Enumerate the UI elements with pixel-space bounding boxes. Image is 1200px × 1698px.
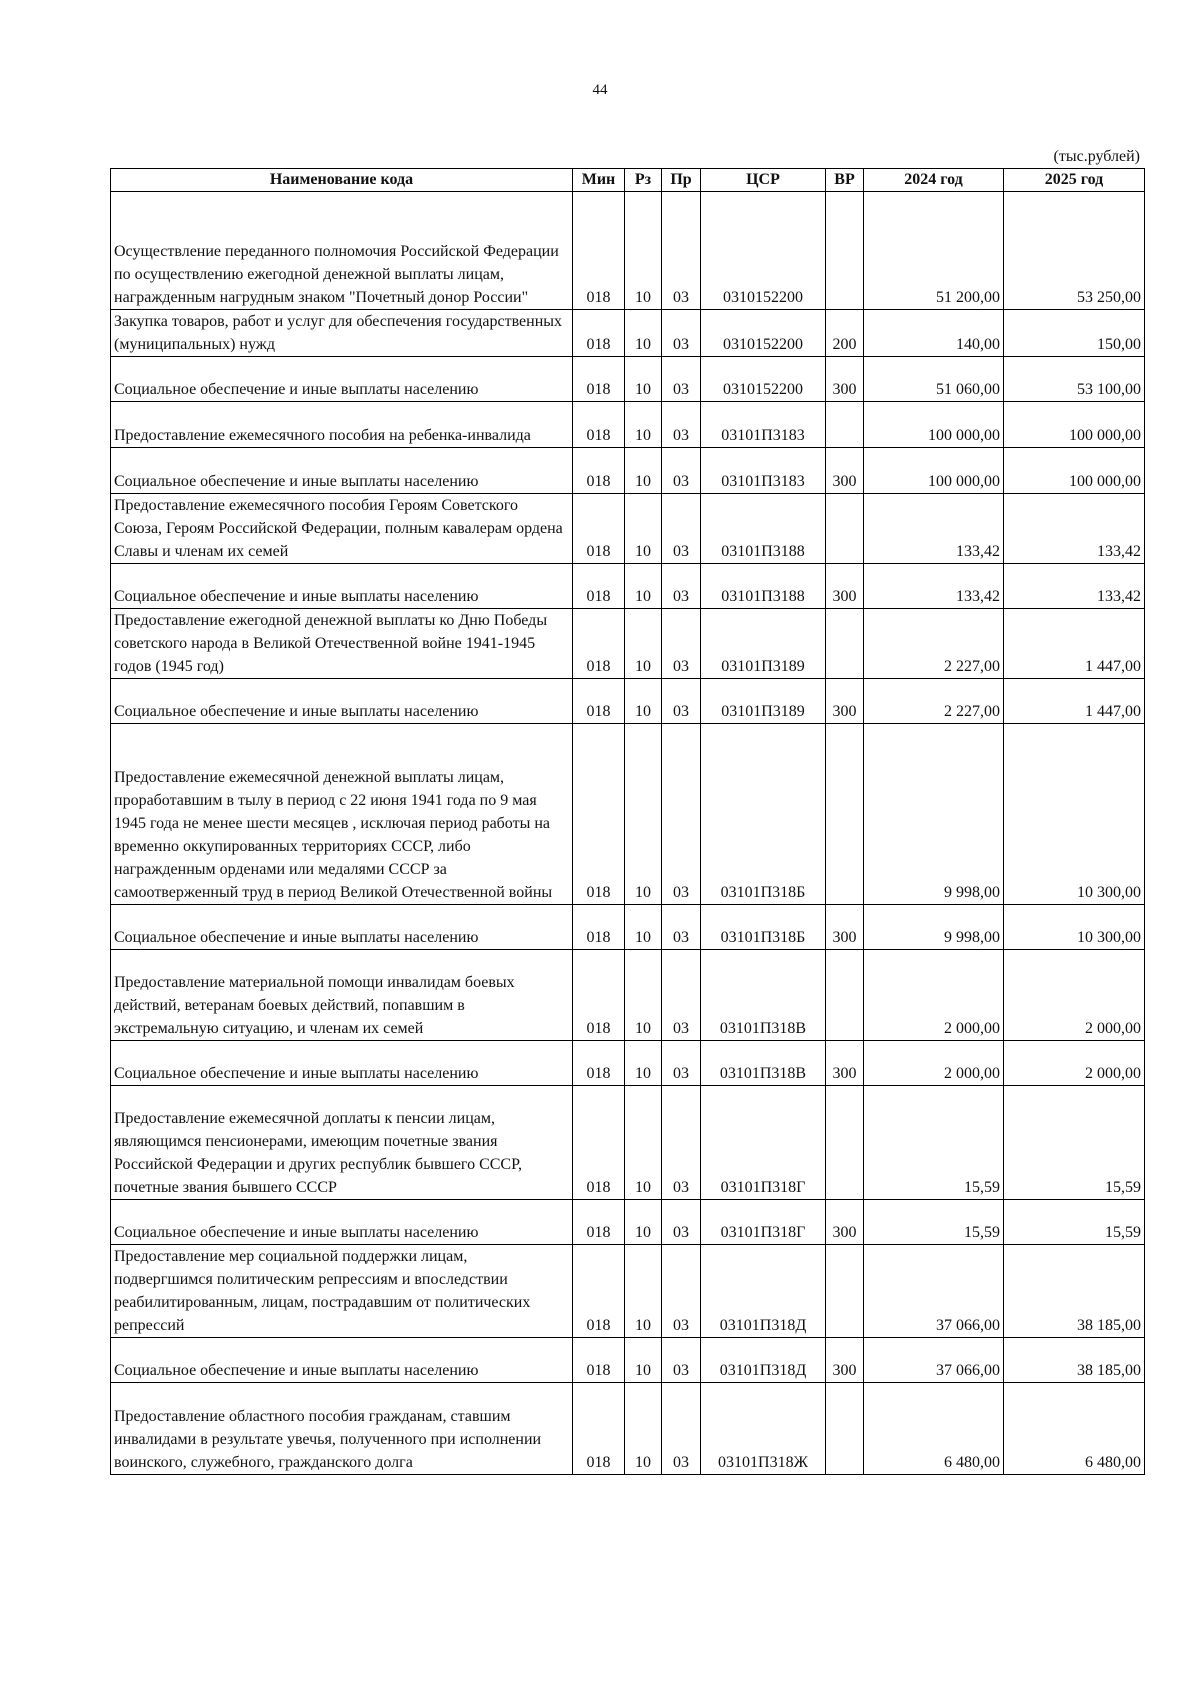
col-header-vr: ВР	[826, 169, 864, 192]
row-min-cell: 018	[573, 1041, 625, 1086]
row-csr-cell: 03101П3189	[701, 679, 826, 724]
row-2025-cell: 38 185,00	[1004, 1245, 1145, 1338]
row-2024-cell: 15,59	[864, 1200, 1004, 1245]
row-2025-cell: 2 000,00	[1004, 1041, 1145, 1086]
page-number: 44	[592, 82, 608, 98]
row-min-cell: 018	[573, 724, 625, 905]
row-2025-cell: 15,59	[1004, 1086, 1145, 1200]
header-row	[111, 169, 1145, 192]
row-2024-cell: 9 998,00	[864, 724, 1004, 905]
row-vr-cell: 300	[826, 564, 864, 609]
table-row	[111, 1245, 1145, 1338]
row-pr-cell: 03	[662, 310, 701, 357]
row-vr-cell: 300	[826, 679, 864, 724]
row-min-cell: 018	[573, 950, 625, 1041]
row-name-cell: Предоставление ежегодной денежной выплаты ко Дню Победы советского народа в Великой Отечественной войне 1941-1945 годов (1945 год)	[111, 609, 573, 679]
row-vr-cell	[826, 494, 864, 564]
row-pr-cell: 03	[662, 564, 701, 609]
row-pr-cell: 03	[662, 1338, 701, 1383]
row-csr-cell: 03101П318Д	[701, 1338, 826, 1383]
table-row	[111, 494, 1145, 564]
row-2025-cell: 150,00	[1004, 310, 1145, 357]
row-vr-cell	[826, 402, 864, 448]
row-2024-cell: 51 060,00	[864, 357, 1004, 402]
row-rz-cell: 10	[625, 310, 662, 357]
row-name-cell: Осуществление переданного полномочия Российской Федерации по осуществлению ежегодной денежной выплаты лицам, награжденным нагрудным знаком "Почетный донор России"	[111, 192, 573, 310]
row-2025-cell: 133,42	[1004, 494, 1145, 564]
row-pr-cell: 03	[662, 1245, 701, 1338]
table-row	[111, 950, 1145, 1041]
row-rz-cell: 10	[625, 1200, 662, 1245]
row-pr-cell: 03	[662, 448, 701, 494]
row-pr-cell: 03	[662, 192, 701, 310]
table-row	[111, 192, 1145, 310]
table-row	[111, 448, 1145, 494]
table-row	[111, 679, 1145, 724]
row-csr-cell: 0310152200	[701, 192, 826, 310]
table-row	[111, 1041, 1145, 1086]
row-rz-cell: 10	[625, 950, 662, 1041]
row-pr-cell: 03	[662, 609, 701, 679]
table-body	[111, 192, 1145, 1475]
row-vr-cell: 300	[826, 448, 864, 494]
row-rz-cell: 10	[625, 679, 662, 724]
row-2024-cell: 37 066,00	[864, 1338, 1004, 1383]
table-row	[111, 1200, 1145, 1245]
row-vr-cell	[826, 192, 864, 310]
row-vr-cell: 300	[826, 357, 864, 402]
row-name-cell: Предоставление областного пособия гражданам, ставшим инвалидами в результате увечья, полученного при исполнении воинского, служебного, гражданского долга	[111, 1383, 573, 1475]
row-pr-cell: 03	[662, 1383, 701, 1475]
row-min-cell: 018	[573, 1383, 625, 1475]
col-header-2025: 2025 год	[1004, 169, 1145, 192]
row-min-cell: 018	[573, 905, 625, 950]
row-2025-cell: 15,59	[1004, 1200, 1145, 1245]
row-vr-cell	[826, 1245, 864, 1338]
row-name-cell: Закупка товаров, работ и услуг для обеспечения государственных (муниципальных) нужд	[111, 310, 573, 357]
row-2024-cell: 140,00	[864, 310, 1004, 357]
row-name-cell: Предоставление ежемесячной доплаты к пенсии лицам, являющимся пенсионерами, имеющим почетные звания Российской Федерации и других республик бывшего СССР, почетные звания бывшего СССР	[111, 1086, 573, 1200]
row-vr-cell: 300	[826, 1200, 864, 1245]
row-2024-cell: 51 200,00	[864, 192, 1004, 310]
row-vr-cell: 300	[826, 1041, 864, 1086]
col-header-min: Мин	[573, 169, 625, 192]
row-name-cell: Социальное обеспечение и иные выплаты населению	[111, 905, 573, 950]
row-pr-cell: 03	[662, 1041, 701, 1086]
table-row	[111, 357, 1145, 402]
row-name-cell: Предоставление ежемесячной денежной выплаты лицам, проработавшим в тылу в период с 22 июня 1941 года по 9 мая 1945 года не менее шести месяцев , исключая период работы на временно оккупированных территориях СССР, либо награжденным орденами или медалями СССР за самоотверженный труд в период Великой Отечественной войны	[111, 724, 573, 905]
row-csr-cell: 03101П318Г	[701, 1086, 826, 1200]
table-row	[111, 1383, 1145, 1475]
table-row	[111, 402, 1145, 448]
row-2025-cell: 6 480,00	[1004, 1383, 1145, 1475]
row-vr-cell	[826, 609, 864, 679]
row-rz-cell: 10	[625, 448, 662, 494]
row-rz-cell: 10	[625, 192, 662, 310]
row-rz-cell: 10	[625, 905, 662, 950]
row-2024-cell: 100 000,00	[864, 448, 1004, 494]
row-min-cell: 018	[573, 402, 625, 448]
budget-table	[110, 168, 1145, 1475]
col-header-rz: Рз	[625, 169, 662, 192]
row-min-cell: 018	[573, 1245, 625, 1338]
row-rz-cell: 10	[625, 1245, 662, 1338]
row-min-cell: 018	[573, 448, 625, 494]
row-name-cell: Социальное обеспечение и иные выплаты населению	[111, 1338, 573, 1383]
units-label: (тыс.рублей)	[1053, 148, 1140, 165]
row-csr-cell: 0310152200	[701, 310, 826, 357]
row-2024-cell: 133,42	[864, 564, 1004, 609]
row-vr-cell	[826, 724, 864, 905]
row-2025-cell: 10 300,00	[1004, 724, 1145, 905]
row-vr-cell: 300	[826, 1338, 864, 1383]
row-name-cell: Социальное обеспечение и иные выплаты населению	[111, 1200, 573, 1245]
row-csr-cell: 03101П318В	[701, 1041, 826, 1086]
row-csr-cell: 03101П318Б	[701, 905, 826, 950]
row-min-cell: 018	[573, 564, 625, 609]
row-csr-cell: 03101П318В	[701, 950, 826, 1041]
row-min-cell: 018	[573, 1338, 625, 1383]
table-row	[111, 724, 1145, 905]
row-vr-cell: 200	[826, 310, 864, 357]
row-rz-cell: 10	[625, 1041, 662, 1086]
row-csr-cell: 0310152200	[701, 357, 826, 402]
row-csr-cell: 03101П318Д	[701, 1245, 826, 1338]
row-csr-cell: 03101П318Б	[701, 724, 826, 905]
row-2024-cell: 133,42	[864, 494, 1004, 564]
row-pr-cell: 03	[662, 402, 701, 448]
row-vr-cell	[826, 950, 864, 1041]
row-2025-cell: 133,42	[1004, 564, 1145, 609]
row-rz-cell: 10	[625, 1338, 662, 1383]
row-2024-cell: 37 066,00	[864, 1245, 1004, 1338]
row-2024-cell: 2 227,00	[864, 679, 1004, 724]
row-rz-cell: 10	[625, 357, 662, 402]
table-row	[111, 905, 1145, 950]
col-header-pr: Пр	[662, 169, 701, 192]
row-pr-cell: 03	[662, 905, 701, 950]
row-pr-cell: 03	[662, 950, 701, 1041]
row-name-cell: Социальное обеспечение и иные выплаты населению	[111, 564, 573, 609]
table-row	[111, 564, 1145, 609]
row-rz-cell: 10	[625, 564, 662, 609]
row-min-cell: 018	[573, 1086, 625, 1200]
row-vr-cell: 300	[826, 905, 864, 950]
row-rz-cell: 10	[625, 1383, 662, 1475]
row-2024-cell: 2 000,00	[864, 1041, 1004, 1086]
row-name-cell: Социальное обеспечение и иные выплаты населению	[111, 448, 573, 494]
row-name-cell: Предоставление мер социальной поддержки лицам, подвергшимся политическим репрессиям и впоследствии реабилитированным, лицам, пострадавшим от политических репрессий	[111, 1245, 573, 1338]
table-row	[111, 310, 1145, 357]
row-2025-cell: 2 000,00	[1004, 950, 1145, 1041]
row-min-cell: 018	[573, 357, 625, 402]
row-2025-cell: 100 000,00	[1004, 402, 1145, 448]
table-row	[111, 1338, 1145, 1383]
row-name-cell: Социальное обеспечение и иные выплаты населению	[111, 357, 573, 402]
row-name-cell: Предоставление ежемесячного пособия на ребенка-инвалида	[111, 402, 573, 448]
row-rz-cell: 10	[625, 609, 662, 679]
row-min-cell: 018	[573, 310, 625, 357]
row-min-cell: 018	[573, 494, 625, 564]
row-name-cell: Предоставление материальной помощи инвалидам боевых действий, ветеранам боевых действий, попавшим в экстремальную ситуацию, и членам их семей	[111, 950, 573, 1041]
table-row	[111, 1086, 1145, 1200]
row-csr-cell: 03101П3188	[701, 564, 826, 609]
row-min-cell: 018	[573, 1200, 625, 1245]
row-2024-cell: 2 000,00	[864, 950, 1004, 1041]
row-pr-cell: 03	[662, 1200, 701, 1245]
row-name-cell: Предоставление ежемесячного пособия Героям Советского Союза, Героям Российской Федерации, полным кавалерам ордена Славы и членам их семей	[111, 494, 573, 564]
row-name-cell: Социальное обеспечение и иные выплаты населению	[111, 1041, 573, 1086]
table-row	[111, 609, 1145, 679]
row-2024-cell: 6 480,00	[864, 1383, 1004, 1475]
row-min-cell: 018	[573, 192, 625, 310]
row-2025-cell: 53 100,00	[1004, 357, 1145, 402]
col-header-name: Наименование кода	[111, 169, 573, 192]
row-name-cell: Социальное обеспечение и иные выплаты населению	[111, 679, 573, 724]
row-csr-cell: 03101П3183	[701, 402, 826, 448]
row-2024-cell: 2 227,00	[864, 609, 1004, 679]
row-2024-cell: 9 998,00	[864, 905, 1004, 950]
row-2025-cell: 10 300,00	[1004, 905, 1145, 950]
row-pr-cell: 03	[662, 679, 701, 724]
col-header-csr: ЦСР	[701, 169, 826, 192]
row-csr-cell: 03101П3183	[701, 448, 826, 494]
row-pr-cell: 03	[662, 494, 701, 564]
row-2024-cell: 15,59	[864, 1086, 1004, 1200]
col-header-2024: 2024 год	[864, 169, 1004, 192]
row-csr-cell: 03101П3189	[701, 609, 826, 679]
row-csr-cell: 03101П3188	[701, 494, 826, 564]
row-rz-cell: 10	[625, 494, 662, 564]
row-pr-cell: 03	[662, 1086, 701, 1200]
row-min-cell: 018	[573, 609, 625, 679]
row-pr-cell: 03	[662, 357, 701, 402]
row-rz-cell: 10	[625, 724, 662, 905]
row-2025-cell: 1 447,00	[1004, 609, 1145, 679]
row-vr-cell	[826, 1086, 864, 1200]
row-2024-cell: 100 000,00	[864, 402, 1004, 448]
row-rz-cell: 10	[625, 402, 662, 448]
row-rz-cell: 10	[625, 1086, 662, 1200]
row-min-cell: 018	[573, 679, 625, 724]
row-2025-cell: 38 185,00	[1004, 1338, 1145, 1383]
row-csr-cell: 03101П318Ж	[701, 1383, 826, 1475]
row-pr-cell: 03	[662, 724, 701, 905]
row-vr-cell	[826, 1383, 864, 1475]
row-2025-cell: 100 000,00	[1004, 448, 1145, 494]
row-2025-cell: 53 250,00	[1004, 192, 1145, 310]
row-2025-cell: 1 447,00	[1004, 679, 1145, 724]
row-csr-cell: 03101П318Г	[701, 1200, 826, 1245]
